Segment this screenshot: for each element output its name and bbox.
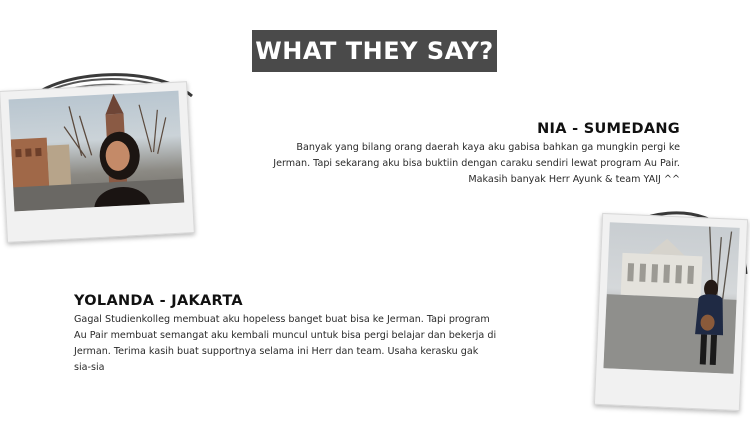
testimonial-quote-nia (273, 140, 680, 188)
quote-line: Makasih banyak Herr Ayunk & team YAIJ ^^ (468, 174, 680, 185)
quote-line: Gagal Studienkolleg membuat aku hopeless banget buat bisa ke Jerman. Tapi program (74, 314, 490, 325)
photo-yolanda (603, 222, 739, 374)
quote-line: Banyak yang bilang orang daerah kaya aku gabisa bahkan ga mungkin pergi ke (296, 142, 680, 153)
quote-line: sia-sia (74, 362, 105, 373)
quote-line: Au Pair membuat semangat aku kembali muncul untuk bisa pergi belajar dan bekerja di (74, 330, 497, 341)
photo-frame-yolanda (594, 213, 748, 411)
quote-line: Jerman. Terima kasih buat supportnya selama ini Herr dan team. Usaha kerasku gak (74, 346, 479, 357)
photo-nia (9, 91, 185, 212)
testimonial-name-yolanda: YOLANDA - JAKARTA (74, 293, 243, 309)
testimonial-quote-yolanda (74, 312, 496, 376)
testimonial-name-nia: NIA - SUMEDANG (537, 121, 680, 137)
photo-frame-nia (0, 81, 195, 243)
section-title-text: WHAT THEY SAY? (255, 37, 494, 65)
section-title (252, 30, 497, 72)
quote-line: Jerman. Tapi sekarang aku bisa buktiin dengan caraku sendiri lewat program Au Pair. (273, 158, 680, 169)
